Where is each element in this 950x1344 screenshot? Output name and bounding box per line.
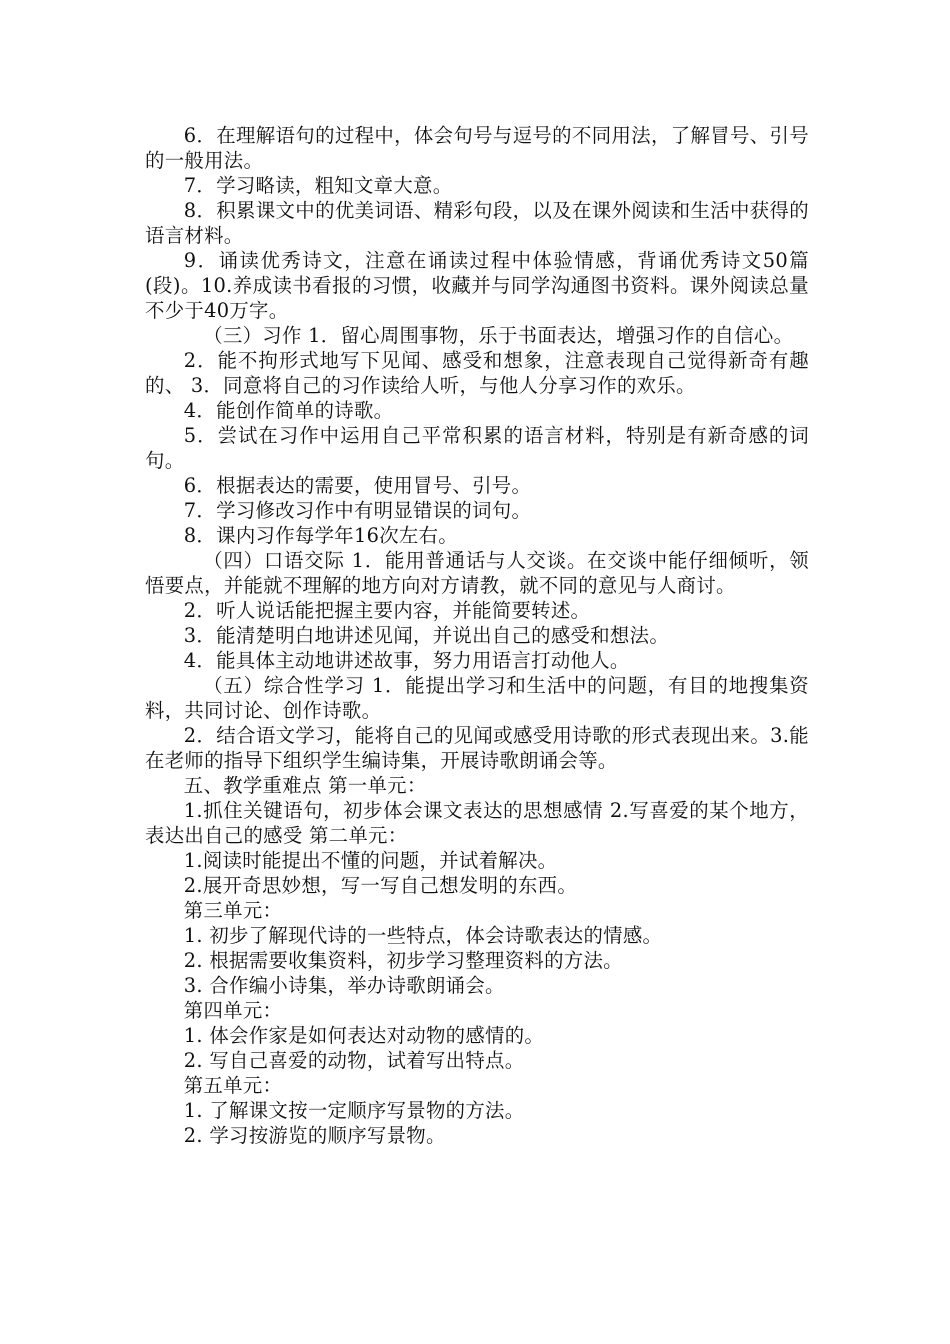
paragraph: 五、教学重难点 第一单元： (183, 774, 427, 797)
paragraph: 5．尝试在习作中运用自己平常积累的语言材料，特别是有新奇感的词句。 (145, 424, 809, 472)
paragraph: 1. 体会作家是如何表达对动物的感情的。 (183, 1024, 545, 1047)
paragraph: 2．结合语文学习，能将自己的见闻或感受用诗歌的形式表现出来。3.能在老师的指导下组织学生编诗集，开展诗歌朗诵会等。 (145, 724, 809, 772)
paragraph: 6．根据表达的需要，使用冒号、引号。 (183, 474, 532, 497)
paragraph: 第四单元： (183, 999, 283, 1022)
paragraph: 4．能具体主动地讲述故事，努力用语言打动他人。 (183, 649, 630, 672)
paragraph: 2. 根据需要收集资料，初步学习整理资料的方法。 (183, 949, 623, 972)
paragraph: 3．能清楚明白地讲述见闻，并说出自己的感受和想法。 (183, 624, 670, 647)
paragraph: 8．课内习作每学年16次左右。 (183, 524, 458, 547)
paragraph: 第五单元： (183, 1074, 283, 1097)
paragraph: 2. 学习按游览的顺序写景物。 (183, 1124, 446, 1147)
paragraph: 9．诵读优秀诗文，注意在诵读过程中体验情感，背诵优秀诗文50篇(段)。10.养成读书看报的习惯，收藏并与同学沟通图书资料。课外阅读总量 不少于40万字。 (145, 249, 809, 322)
paragraph: 3. 合作编小诗集，举办诗歌朗诵会。 (183, 974, 505, 997)
paragraph: （三）习作 1．留心周围事物，乐于书面表达，增强习作的自信心。 (203, 324, 794, 347)
paragraph: 2. 写自己喜爱的动物，试着写出特点。 (183, 1049, 525, 1072)
paragraph: 1.抓住关键语句，初步体会课文表达的思想感情 2.写喜爱的某个地方，表达出自己的感受 第二单元： (145, 799, 809, 847)
paragraph: 2.展开奇思妙想，写一写自己想发明的东西。 (183, 874, 578, 897)
paragraph: 6．在理解语句的过程中，体会句号与逗号的不同用法，了解冒号、引号的一般用法。 (145, 124, 809, 172)
paragraph: （五）综合性学习 1．能提出学习和生活中的问题，有目的地搜集资料，共同讨论、创作诗歌。 (145, 674, 809, 722)
paragraph: 1. 了解课文按一定顺序写景物的方法。 (183, 1099, 525, 1122)
paragraph: 7．学习修改习作中有明显错误的词句。 (183, 499, 532, 522)
paragraph: 2．听人说话能把握主要内容，并能简要转述。 (183, 599, 591, 622)
paragraph: 第三单元： (183, 899, 283, 922)
paragraph: 4．能创作简单的诗歌。 (183, 399, 394, 422)
paragraph: （四）口语交际 1．能用普通话与人交谈。在交谈中能仔细倾听，领悟要点，并能就不理解的地方向对方请教，就不同的意见与人商讨。 (145, 549, 809, 597)
document-body (145, 123, 809, 1148)
paragraph: 1.阅读时能提出不懂的问题，并试着解决。 (183, 849, 558, 872)
paragraph: 8．积累课文中的优美词语、精彩句段，以及在课外阅读和生活中获得的语言材料。 (145, 199, 809, 247)
paragraph: 7．学习略读，粗知文章大意。 (183, 174, 453, 197)
paragraph: 2．能不拘形式地写下见闻、感受和想象，注意表现自己觉得新奇有趣的、 3．同意将自己的习作读给人听，与他人分享习作的欢乐。 (145, 349, 809, 397)
paragraph: 1. 初步了解现代诗的一些特点，体会诗歌表达的情感。 (183, 924, 663, 947)
